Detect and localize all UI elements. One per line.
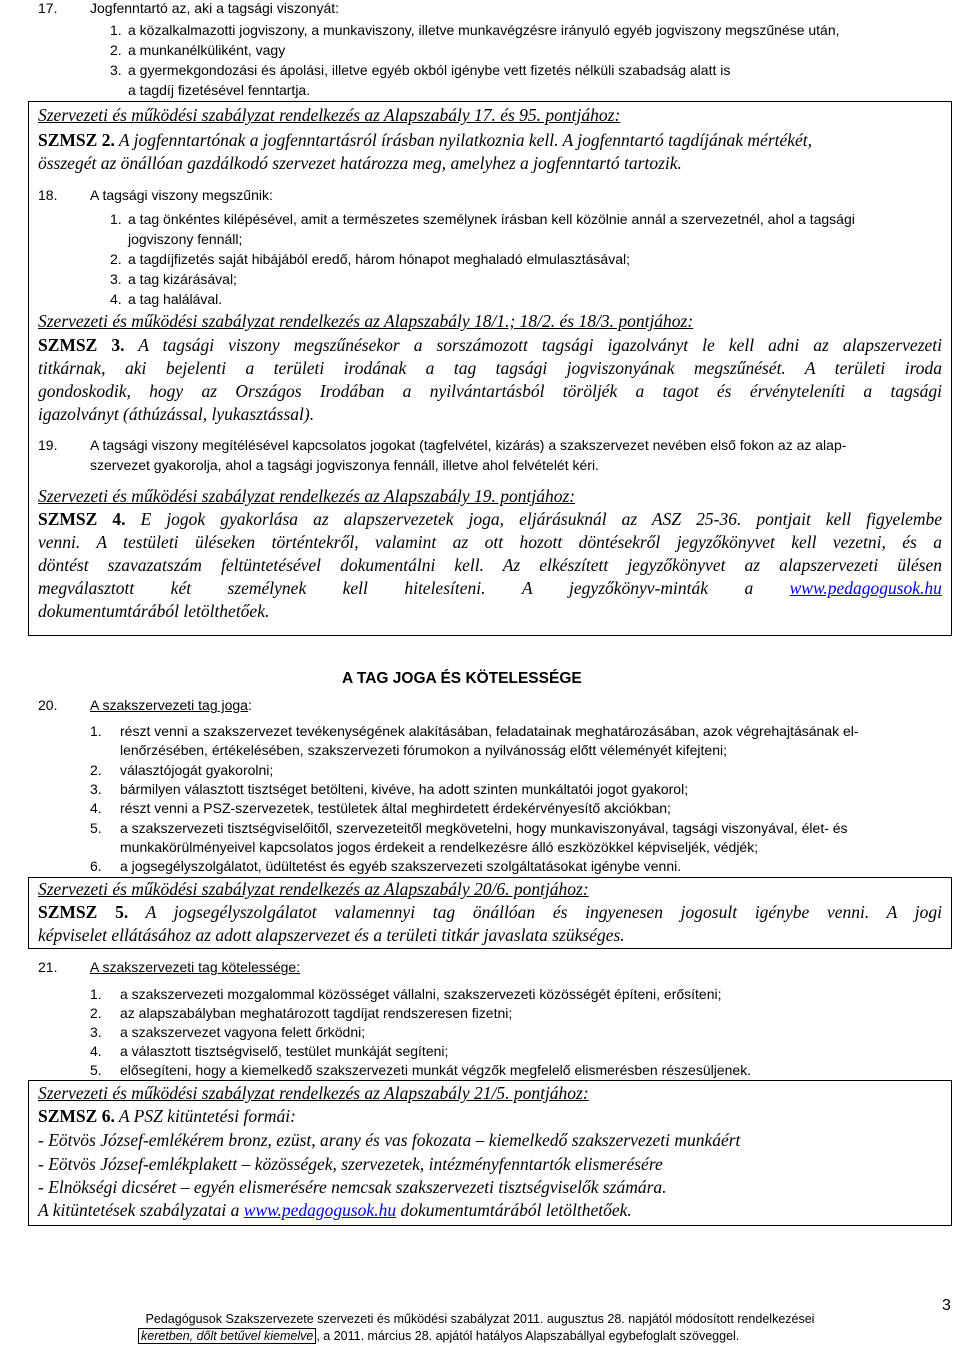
szmsz-text-line: titkárnak, aki bejelenti a területi irodának a tag tagsági jogviszonyának megszűnését. A területi iroda [38,358,942,378]
text-fragment: A kitüntetések szabályzatai a [38,1200,244,1220]
section-title: Jogfenntartó az, aki a tagsági viszonyát: [90,0,340,16]
award-item: - Eötvös József-emlékérem bronz, ezüst, arany és vas fokozata – kiemelkedő szakszervezeti munkáért [38,1130,741,1150]
rule-reference: Szervezeti és működési szabályzat rendelkezés az Alapszabály 18/1.; 18/2. és 18/3. pontjához: [38,311,694,331]
list-item: a tag kizárásával; [128,271,237,287]
page-number: 3 [942,1297,951,1314]
award-item: - Elnökségi dicséret – egyén elismerésére nemcsak szakszervezeti tisztségviselők számára. [38,1177,667,1197]
section-text: A tagsági viszony megítélésével kapcsolatos jogokat (tagfelvétel, kizárás) a szakszervezet nevében első fokon az az alap- [90,437,847,453]
list-item-number: 3. [90,781,102,797]
list-item: a szakszervezeti tisztségviselőitől, szervezeteitől megkövetelni, hogy munkaviszonyával, tagsági viszonyával, élet- és [120,820,848,836]
list-item: a szakszervezeti mozgalommal közösséget vállalni, szakszervezeti közösségét építeni, erősíteni; [120,986,722,1002]
section-title [90,696,252,715]
list-item-number: 3. [110,62,122,78]
list-item-number: 2. [90,762,102,778]
section-number: 18. [38,187,58,203]
word: hitelesíteni. [404,578,486,598]
list-item-continuation: jogviszony fennáll; [128,231,243,247]
szmsz-text-line: venni. A testületi üléseken történtekről, valamint az ott hozott döntésekről jegyzőkönyvet kell vezetni, és a [38,532,942,552]
section-number: 19. [38,437,58,453]
list-item-number: 1. [110,22,122,38]
list-item-number: 1. [90,986,102,1002]
word: két [170,578,192,598]
list-item-continuation: lenőrzésében, értékelésében, szakszervezeti fórumokon a nyilvánosság előtt véleményét kifejteni; [120,742,727,758]
list-item: a tag halálával. [128,291,223,307]
list-item-number: 3. [110,271,122,287]
section-title: A tagsági viszony megszűnik: [90,187,273,203]
list-item-number: 1. [110,211,122,227]
footer-line-2 [138,1328,739,1344]
list-item: a közalkalmazotti jogviszony, a munkaviszony, illetve munkavégzésre irányuló egyéb jogviszony megszűnése után, [128,22,840,38]
szmsz-paragraph [38,508,942,531]
list-item-number: 5. [90,1062,102,1078]
list-item-continuation: a tagdíj fizetésével fenntartja. [128,82,311,98]
rule-reference: Szervezeti és működési szabályzat rendelkezés az Alapszabály 21/5. pontjához: [38,1083,589,1103]
list-item-number: 4. [110,291,122,307]
list-item-continuation: munkakörülményeivel kapcsolatos jogos érdekeit a rendelkezésre álló eszközökkel képviseljék, védjék; [120,839,759,855]
section-title-text: A szakszervezeti tag joga [90,697,248,713]
list-item: a szakszervezet vagyona felett őrködni; [120,1024,366,1040]
szmsz-text-line [38,577,942,600]
section-number: 20. [38,697,58,713]
szmsz-paragraph [38,901,942,924]
list-item-number: 2. [90,1005,102,1021]
word: a [744,578,754,598]
word: kell [342,578,368,598]
szmsz-text-line: képviselet ellátásához az adott alapszervezet és a területi titkár javaslata szükséges. [38,925,625,945]
list-item-number: 1. [90,723,102,739]
szmsz-text-line: összegét az önállóan gazdálkodó szervezet határozza meg, amelyhez a jogfenntartó tartozik. [38,153,682,173]
rule-reference: Szervezeti és működési szabályzat rendelkezés az Alapszabály 17. és 95. pontjához: [38,105,621,125]
list-item-number: 6. [90,858,102,874]
szmsz-text-line: dokumentumtárából letölthetőek. [38,601,270,621]
list-item: a jogsegélyszolgálatot, üdültetést és egyéb szakszervezeti szolgáltatásokat igénybe venni. [120,858,682,874]
section-title: A szakszervezeti tag kötelessége: [90,959,301,975]
word: megválasztott [38,578,135,598]
list-item-number: 4. [90,800,102,816]
list-item: részt venni a szakszervezet tevékenységének alakításában, feladatainak meghatározásában, azok végrehajtásának el- [120,723,859,739]
list-item: a gyermekgondozási és ápolási, illetve egyéb okból igénybe vett fizetés nélküli szabadság alatt is [128,62,731,78]
footer-line-1: Pedagógusok Szakszervezete szervezeti és működési szabályzat 2011. augusztus 28. napjától módosított rendelkezései [145,1312,815,1326]
szmsz-text-line: gondoskodik, hogy az Országos Irodában a nyilvántartásból töröljék a tagot és érvényteleníti a tagsági [38,381,942,401]
word: jegyzőkönyv-minták [569,578,709,598]
pedagogusok-link[interactable]: www.pedagogusok.hu [243,1200,397,1220]
szmsz-text: E jogok gyakorlása az alapszervezetek joga, eljárásuknál az ASZ 25-36. pontjait kell figyelembe [140,509,943,529]
szmsz-label: SZMSZ 2. [38,130,115,150]
szmsz-text-line: döntést szavazatszám feltüntetésével dokumentálni kell. Az elkészített jegyzőkönyvet az alapszervezeti ülésen [38,555,942,575]
list-item: a tagdíjfizetés saját hibájából eredő, három hónapot meghaladó elmulasztásával; [128,251,630,267]
section-text: szervezet gyakorolja, ahol a tagsági jogviszonya fennáll, illetve ahol felvételét kéri. [90,457,599,473]
szmsz-label: SZMSZ 4. [38,509,126,529]
szmsz-label: SZMSZ 3. [38,335,125,355]
szmsz-paragraph [38,1105,296,1128]
szmsz-paragraph [38,334,942,357]
list-item: az alapszabályban meghatározott tagdíjat rendszeresen fizetni; [120,1005,513,1021]
rule-reference: Szervezeti és működési szabályzat rendelkezés az Alapszabály 19. pontjához: [38,486,576,506]
award-item: - Eötvös József-emlékplakett – közösségek, szervezetek, intézményfenntartók elismerésére [38,1154,663,1174]
list-item: a tag önkéntes kilépésével, amit a természetes személynek írásban kell közölnie annál a szervezetnél, ahol a tagsági [128,211,855,227]
szmsz-text-line: igazolványt (áthúzással, lyukasztással). [38,404,315,424]
szmsz-text: A tagsági viszony megszűnésekor a sorszámozott tagsági igazolványt le kell adni az alapszervezeti [138,335,942,355]
szmsz-label: SZMSZ 5. [38,902,129,922]
list-item-number: 4. [90,1043,102,1059]
section-number: 21. [38,959,58,975]
list-item: a választott tisztségviselő, testület munkáját segíteni; [120,1043,449,1059]
section-number: 17. [38,0,58,16]
word: A [521,578,533,598]
list-item-number: 3. [90,1024,102,1040]
list-item: bármilyen választott tisztséget betölteni, kivéve, ha adott szinten munkáltatói jogot gyakorol; [120,781,689,797]
footer-text: , a 2011. március 28. apjától hatályos Alapszabállyal egybefoglalt szöveggel. [316,1329,740,1343]
szmsz-label: SZMSZ 6. [38,1106,115,1126]
list-item: választójogát gyakorolni; [120,762,274,778]
text-fragment: dokumentumtárából letölthetőek. [396,1200,632,1220]
pedagogusok-link[interactable]: www.pedagogusok.hu [789,578,942,598]
word: személynek [227,578,307,598]
list-item-number: 2. [110,42,122,58]
list-item: elősegíteni, hogy a kiemelkedő szakszervezeti munkát végzők megfelelő elismerésben részesüljenek. [120,1062,752,1078]
list-item-number: 2. [110,251,122,267]
list-item: a munkanélküliként, vagy [128,42,286,58]
szmsz-text: A PSZ kitüntetési formái: [114,1106,296,1126]
rule-reference: Szervezeti és működési szabályzat rendelkezés az Alapszabály 20/6. pontjához: [38,879,589,899]
title-suffix: : [247,697,252,713]
list-item: részt venni a PSZ-szervezetek, testületek által meghirdetett érdekérvényesítő akciókban; [120,800,671,816]
list-item-number: 5. [90,820,102,836]
szmsz-text: A jogsegélyszolgálatot valamennyi tag önállóan és ingyenesen jogosult igénybe venni. A jogi [145,902,943,922]
chapter-heading: A TAG JOGA ÉS KÖTELESSÉGE [342,670,582,687]
footer-framed-text: keretben, dőlt betűvel kiemelve [138,1328,316,1344]
szmsz-paragraph [38,129,942,152]
szmsz-text: A jogfenntartónak a jogfenntartásról írásban nyilatkoznia kell. A jogfenntartó tagdíjának mértékét, [118,130,813,150]
szmsz-text-line [38,1199,632,1222]
